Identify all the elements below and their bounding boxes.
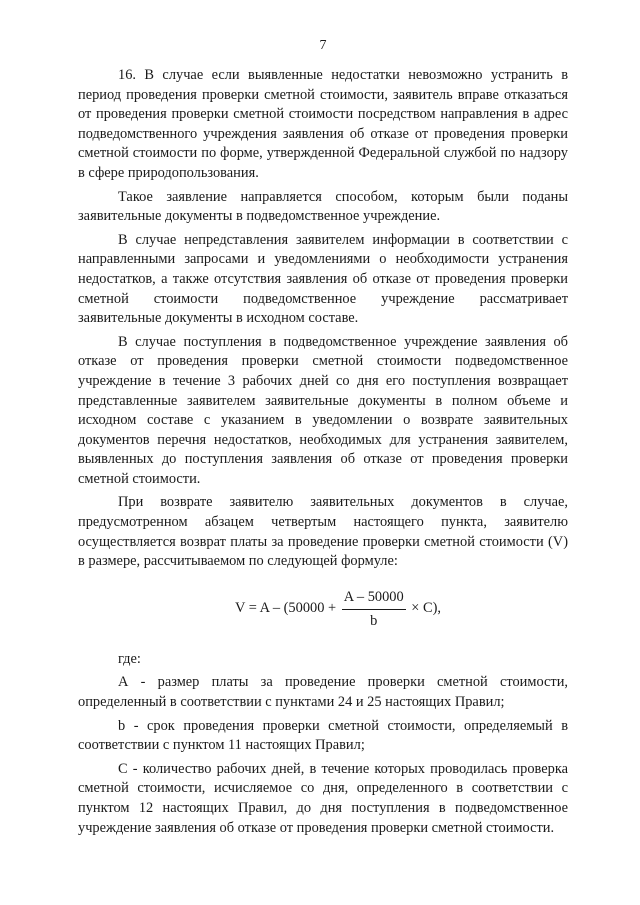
paragraph-fee-refund: При возврате заявителю заявительных документов в случае, предусмотренном абзацем четвертым настоящего пункта, заявителю осуществляется возврат платы за проведение проверки сметной стоимости (V) в размере, рассчитываемом по следующей формуле:: [78, 494, 568, 570]
formula-left: V = A – (50000 +: [235, 600, 340, 617]
document-body: [78, 66, 568, 838]
paragraph-non-submission: В случае непредставления заявителем информации в соответствии с направленными запросами и уведомлениями о необходимости устранения недостатков, а также отсутствия заявления об отказе от проведения проверки сметной стоимости подведомственное учреждение рассматривает заявительные документы в исходном составе.: [78, 231, 568, 327]
where-label: где:: [118, 650, 141, 667]
definition-b: b - срок проведения проверки сметной стоимости, определяемый в соответствии с пунктом 11 настоящих Правил;: [78, 717, 568, 754]
formula-denominator: b: [370, 612, 378, 629]
paragraph-16: 16. В случае если выявленные недостатки невозможно устранить в период проведения проверки сметной стоимости, заявитель вправе отказаться от проведения проверки сметной стоимости посредством направления в адрес подведомственного учреждения заявления об отказе от проведения проверки сметной стоимости по форме, утвержденной Федеральной службой по надзору в сфере природопользования.: [78, 67, 568, 181]
formula-fraction: [342, 588, 406, 631]
formula-numerator: A – 50000: [342, 588, 406, 610]
definition-c: С - количество рабочих дней, в течение которых проводилась проверка сметной стоимости, исчисляемое со дня, определенного в соответствии с пунктом 12 настоящих Правил, до дня поступления в подведомственное учреждение заявления об отказе от проведения проверки сметной стоимости.: [78, 760, 568, 836]
formula-right: × C),: [407, 600, 441, 617]
page-number: 7: [319, 38, 327, 53]
paragraph-submission-method: Такое заявление направляется способом, которым были поданы заявительные документы в подведомственное учреждение.: [78, 188, 568, 225]
paragraph-refusal-receipt: В случае поступления в подведомственное учреждение заявления об отказе от проведения проверки сметной стоимости подведомственное учреждение в течение 3 рабочих дней со дня его поступления возвращает представленные заявителем заявительные документы в полном объеме и исходном составе с указанием в уведомлении о возврате заявительных документов перечня недостатков, необходимых для устранения заявителем, выявленных до поступления заявления об отказе от проведения проверки сметной стоимости.: [78, 333, 568, 487]
definition-a: А - размер платы за проведение проверки сметной стоимости, определенный в соответствии с пунктами 24 и 25 настоящих Правил;: [78, 674, 568, 711]
refund-formula: [108, 578, 568, 640]
